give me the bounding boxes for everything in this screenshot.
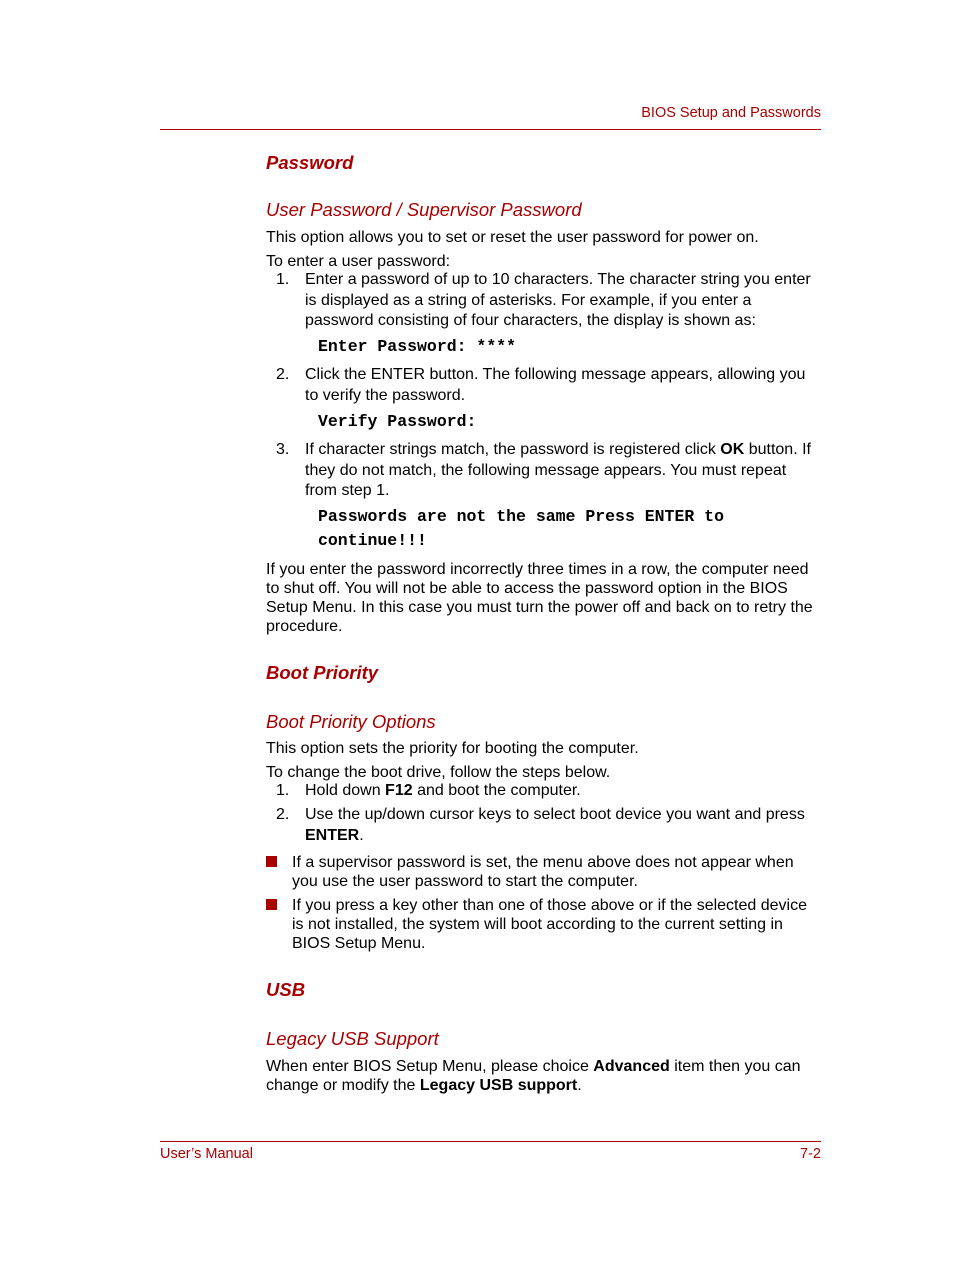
- boot-priority-subheading: Boot Priority Options: [266, 711, 436, 732]
- f12-emphasis: F12: [385, 782, 413, 799]
- step-text-part: If character strings match, the password is registered click: [305, 441, 721, 458]
- usb-paragraph: [266, 1057, 822, 1095]
- step-text: [305, 781, 822, 802]
- step-number: 1.: [276, 271, 290, 288]
- enter-emphasis: ENTER: [305, 826, 360, 844]
- boot-intro: This option sets the priority for booting the computer.: [266, 740, 639, 757]
- step-text-part: button. If they do not match, the following message appears. You must repeat from step 1.: [305, 441, 811, 499]
- text-part: item then you can change or modify the: [266, 1058, 801, 1094]
- password-intro: This option allows you to set or reset the user password for power on.: [266, 229, 759, 246]
- boot-priority-heading: Boot Priority: [266, 662, 379, 683]
- text-part: When enter BIOS Setup Menu, please choice: [266, 1058, 594, 1075]
- step-number: 1.: [276, 782, 290, 799]
- user-password-subheading: User Password / Supervisor Password: [266, 199, 582, 220]
- footer-manual-title: User’s Manual: [160, 1146, 253, 1162]
- mismatch-message-code: [318, 505, 818, 553]
- footer-rule: [160, 1141, 821, 1142]
- bullet-square-icon: [266, 899, 277, 910]
- bullet-text: If you press a key other than one of those above or if the selected device is not installed, the system will boot according to the current setting in BIOS Setup Menu.: [292, 897, 807, 952]
- password-step-3: [276, 440, 822, 502]
- password-note: If you enter the password incorrectly three times in a row, the computer need to shut off. You will not be able to access the password option in the BIOS Setup Menu. In this case you must turn the power off and back on to retry the procedure.: [266, 561, 813, 635]
- password-heading: Password: [266, 152, 354, 173]
- step-text-part: .: [359, 826, 364, 844]
- usb-heading: USB: [266, 979, 306, 1000]
- step-text-part: and boot the computer.: [412, 782, 581, 799]
- advanced-emphasis: Advanced: [593, 1058, 670, 1075]
- password-step-1: [276, 270, 822, 332]
- step-number: 2.: [276, 366, 290, 383]
- legacy-usb-subheading: Legacy USB Support: [266, 1028, 439, 1049]
- boot-step-2: [276, 805, 822, 846]
- step-text: [305, 440, 822, 502]
- code-line: Passwords are not the same Press ENTER to: [318, 507, 724, 526]
- code-line: continue!!!: [318, 531, 427, 550]
- step-number: 3.: [276, 441, 290, 458]
- boot-bullet: [266, 896, 822, 953]
- boot-lead: To change the boot drive, follow the steps below.: [266, 764, 611, 781]
- legacy-usb-emphasis: Legacy USB support: [419, 1077, 578, 1094]
- text-part: .: [577, 1077, 582, 1094]
- step-text-part: Use the up/down cursor keys to select boot device you want and press: [305, 806, 805, 823]
- enter-password-code: Enter Password: ****: [318, 337, 517, 356]
- ok-emphasis: OK: [720, 441, 745, 458]
- step-text: Enter a password of up to 10 characters. The character string you enter is displayed as a string of asterisks. For example, if you enter a password consisting of four characters, the display is shown as:: [305, 271, 811, 329]
- step-text: Click the ENTER button. The following message appears, allowing you to verify the password.: [305, 366, 806, 404]
- running-head: BIOS Setup and Passwords: [641, 105, 821, 121]
- step-number: 2.: [276, 806, 290, 823]
- bullet-text: If a supervisor password is set, the menu above does not appear when you use the user password to start the computer.: [292, 854, 794, 890]
- verify-password-code: Verify Password:: [318, 412, 477, 431]
- boot-step-1: [276, 781, 822, 802]
- step-text-part: Hold down: [305, 782, 386, 799]
- header-rule: [160, 129, 821, 130]
- bullet-square-icon: [266, 856, 277, 867]
- password-step-2: [276, 365, 822, 406]
- boot-bullet: [266, 853, 822, 891]
- page-number: 7-2: [800, 1146, 821, 1162]
- step-text: [305, 805, 822, 846]
- password-lead: To enter a user password:: [266, 253, 451, 270]
